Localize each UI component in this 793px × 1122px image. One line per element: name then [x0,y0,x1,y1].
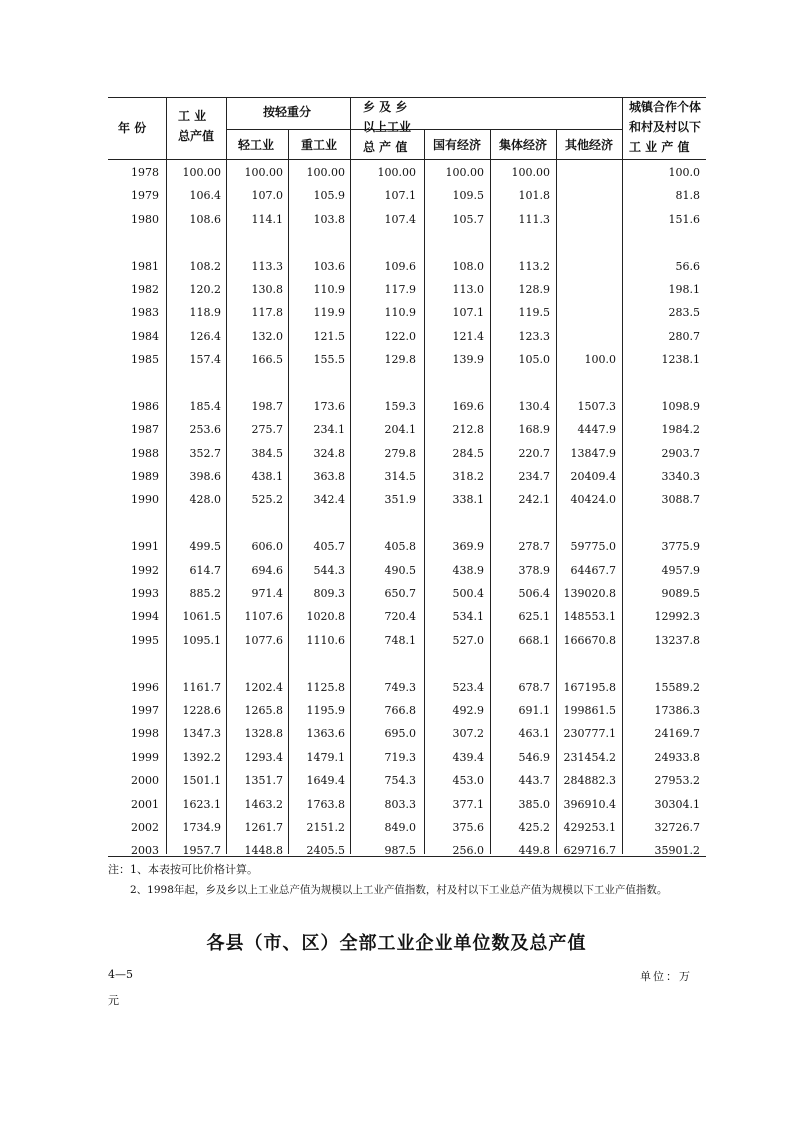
cell-state: 139.9 [452,353,484,367]
cell-state: 500.4 [452,587,484,601]
cell-heavy: 405.7 [313,540,345,554]
cell-light: 1448.8 [244,844,283,858]
cell-heavy: 544.3 [313,563,345,577]
cell-light: 384.5 [251,446,283,460]
cell-state: 113.0 [452,282,484,296]
header-township [363,97,411,157]
cell-state: 534.1 [452,610,484,624]
table-row [0,184,793,207]
cell-other: 20409.4 [570,470,616,484]
cell-collective: 119.5 [518,306,550,320]
cell-light: 1328.8 [244,727,283,741]
cell-collective: 443.7 [518,774,550,788]
cell-total: 499.5 [189,540,221,554]
cell-village: 56.6 [675,259,700,273]
cell-state: 100.00 [445,166,484,179]
cell-other: 4447.9 [577,423,616,437]
header-heavy: 重工业 [301,138,338,152]
cell-collective: 105.0 [518,353,550,367]
cell-heavy: 173.6 [313,399,345,413]
cell-township: 204.1 [384,423,416,437]
unit-label-continued: 元 [108,994,119,1007]
cell-light: 525.2 [251,493,283,507]
cell-total: 106.4 [189,189,221,203]
table-row [0,325,793,348]
cell-total: 428.0 [189,493,221,507]
next-table-title: 各县（市、区）全部工业企业单位数及总产值 [206,933,587,954]
cell-state: 527.0 [452,633,484,647]
header-state-owned: 国有经济 [433,138,482,152]
cell-village: 1238.1 [661,353,700,367]
header-village-line1: 城镇合作个体 [629,100,702,114]
cell-total: 120.2 [189,282,221,296]
cell-light: 1202.4 [244,680,283,694]
cell-state: 105.7 [452,212,484,226]
cell-heavy: 1479.1 [306,750,345,764]
cell-township: 748.1 [384,633,416,647]
table-row [0,629,793,652]
cell-village: 81.8 [675,189,700,203]
table-row [0,278,793,301]
cell-collective: 168.9 [518,423,550,437]
cell-other: 629716.7 [563,844,616,858]
cell-collective: 385.0 [518,797,550,811]
cell-village: 9089.5 [661,587,700,601]
cell-total: 1161.7 [182,680,221,694]
cell-township: 766.8 [384,703,416,717]
cell-state: 377.1 [452,797,484,811]
cell-state: 338.1 [452,493,484,507]
cell-other: 396910.4 [563,797,616,811]
cell-other: 230777.1 [563,727,616,741]
header-total-line1: 工 业 [178,109,207,123]
header-township-line2: 以上工业 [363,120,412,134]
header-collective: 集体经济 [499,138,548,152]
cell-year: 2000 [131,774,159,788]
cell-other: 284882.3 [563,774,616,788]
cell-township: 110.9 [384,306,416,320]
cell-other: 13847.9 [570,446,616,460]
cell-village: 30304.1 [654,797,700,811]
cell-year: 1984 [131,329,159,343]
cell-village: 3775.9 [661,540,700,554]
table-row [0,676,793,699]
cell-year: 1979 [131,189,159,203]
header-village [629,97,701,157]
cell-township: 803.3 [384,797,416,811]
cell-village: 283.5 [668,306,700,320]
header-light: 轻工业 [238,138,275,152]
cell-total: 1392.2 [182,750,221,764]
cell-township: 100.00 [377,166,416,179]
table-row [0,722,793,745]
table-row [0,769,793,792]
cell-total: 108.2 [189,259,221,273]
cell-year: 2002 [131,820,159,834]
cell-state: 169.6 [452,399,484,413]
cell-collective: 378.9 [518,563,550,577]
cell-heavy: 342.4 [313,493,345,507]
cell-other: 59775.0 [570,540,616,554]
cell-village: 3088.7 [661,493,700,507]
cell-village: 24933.8 [654,750,700,764]
row-spacer [0,512,793,535]
cell-heavy: 1020.8 [306,610,345,624]
cell-total: 1095.1 [182,633,221,647]
cell-state: 453.0 [452,774,484,788]
cell-township: 405.8 [384,540,416,554]
header-year: 年 份 [118,121,147,135]
cell-village: 2903.7 [661,446,700,460]
cell-light: 1351.7 [244,774,283,788]
cell-other: 139020.8 [563,587,616,601]
table-row [0,793,793,816]
cell-light: 1463.2 [244,797,283,811]
cell-other: 148553.1 [563,610,616,624]
cell-collective: 691.1 [518,703,550,717]
cell-heavy: 155.5 [313,353,345,367]
cell-total: 100.00 [182,166,221,179]
cell-state: 121.4 [452,329,484,343]
cell-state: 284.5 [452,446,484,460]
cell-township: 490.5 [384,563,416,577]
cell-total: 1623.1 [182,797,221,811]
cell-collective: 130.4 [518,399,550,413]
cell-collective: 425.2 [518,820,550,834]
cell-village: 32726.7 [654,820,700,834]
cell-collective: 449.8 [518,844,550,858]
cell-state: 307.2 [452,727,484,741]
cell-heavy: 103.8 [313,212,345,226]
table-row [0,582,793,605]
cell-township: 719.3 [384,750,416,764]
cell-township: 351.9 [384,493,416,507]
cell-light: 971.4 [251,587,283,601]
cell-village: 24169.7 [654,727,700,741]
table-body [0,161,793,863]
row-spacer [0,372,793,395]
table-row [0,816,793,839]
cell-year: 1995 [131,633,159,647]
table-row [0,559,793,582]
cell-total: 398.6 [189,470,221,484]
cell-light: 132.0 [251,329,283,343]
cell-year: 1987 [131,423,159,437]
header-township-line1: 乡 及 乡 [363,100,408,114]
cell-township: 749.3 [384,680,416,694]
cell-township: 107.4 [384,212,416,226]
cell-heavy: 1363.6 [306,727,345,741]
cell-total: 185.4 [189,399,221,413]
cell-year: 1983 [131,306,159,320]
header-village-line3: 工 业 产 值 [629,140,690,154]
cell-village: 100.0 [668,166,700,179]
cell-collective: 128.9 [518,282,550,296]
cell-year: 1997 [131,703,159,717]
cell-total: 1061.5 [182,610,221,624]
cell-heavy: 1110.6 [306,633,345,647]
cell-township: 695.0 [384,727,416,741]
cell-light: 1107.6 [244,610,283,624]
table-row [0,535,793,558]
cell-village: 15589.2 [654,680,700,694]
table-code: 4—5 [108,968,133,981]
table-row [0,161,793,184]
cell-village: 35901.2 [654,844,700,858]
header-village-line2: 和村及村以下 [629,120,702,134]
cell-total: 157.4 [189,353,221,367]
cell-total: 1957.7 [182,844,221,858]
cell-collective: 463.1 [518,727,550,741]
cell-village: 1984.2 [661,423,700,437]
cell-township: 279.8 [384,446,416,460]
cell-state: 256.0 [452,844,484,858]
cell-village: 151.6 [668,212,700,226]
table-row [0,348,793,371]
cell-heavy: 324.8 [313,446,345,460]
cell-heavy: 1763.8 [306,797,345,811]
cell-year: 1978 [131,166,159,179]
header-other: 其他经济 [565,138,614,152]
cell-township: 122.0 [384,329,416,343]
cell-village: 280.7 [668,329,700,343]
cell-collective: 278.7 [518,540,550,554]
cell-village: 27953.2 [654,774,700,788]
cell-township: 849.0 [384,820,416,834]
cell-heavy: 103.6 [313,259,345,273]
cell-light: 1293.4 [244,750,283,764]
cell-township: 754.3 [384,774,416,788]
cell-light: 166.5 [251,353,283,367]
cell-township: 987.5 [384,844,416,858]
cell-year: 1988 [131,446,159,460]
cell-year: 2001 [131,797,159,811]
row-spacer [0,231,793,254]
cell-year: 1989 [131,470,159,484]
cell-year: 1986 [131,399,159,413]
cell-township: 117.9 [384,282,416,296]
cell-year: 1992 [131,563,159,577]
cell-year: 1993 [131,587,159,601]
table-row [0,255,793,278]
table-row [0,605,793,628]
cell-heavy: 105.9 [313,189,345,203]
cell-light: 275.7 [251,423,283,437]
cell-state: 438.9 [452,563,484,577]
table-row [0,465,793,488]
cell-light: 130.8 [251,282,283,296]
cell-total: 108.6 [189,212,221,226]
cell-year: 1985 [131,353,159,367]
cell-collective: 111.3 [518,212,550,226]
table-row [0,208,793,231]
cell-other: 40424.0 [570,493,616,507]
cell-other: 167195.8 [563,680,616,694]
cell-total: 885.2 [189,587,221,601]
cell-state: 492.9 [452,703,484,717]
cell-year: 1996 [131,680,159,694]
cell-state: 318.2 [452,470,484,484]
cell-year: 1982 [131,282,159,296]
cell-heavy: 119.9 [313,306,345,320]
table-row [0,395,793,418]
cell-heavy: 2405.5 [306,844,345,858]
cell-collective: 113.2 [518,259,550,273]
note-1: 注：1、本表按可比价格计算。 [108,863,258,876]
cell-light: 694.6 [251,563,283,577]
cell-light: 113.3 [251,259,283,273]
cell-other: 429253.1 [563,820,616,834]
cell-collective: 123.3 [518,329,550,343]
cell-other: 1507.3 [577,399,616,413]
cell-village: 13237.8 [654,633,700,647]
cell-light: 107.0 [251,189,283,203]
cell-village: 4957.9 [661,563,700,577]
cell-village: 3340.3 [661,470,700,484]
cell-heavy: 809.3 [313,587,345,601]
cell-village: 12992.3 [654,610,700,624]
cell-light: 438.1 [251,470,283,484]
cell-total: 253.6 [189,423,221,437]
cell-collective: 100.00 [511,166,550,179]
cell-collective: 101.8 [518,189,550,203]
cell-light: 198.7 [251,399,283,413]
cell-heavy: 110.9 [313,282,345,296]
cell-light: 1265.8 [244,703,283,717]
cell-collective: 234.7 [518,470,550,484]
cell-year: 1991 [131,540,159,554]
cell-year: 1998 [131,727,159,741]
header-township-line3: 总 产 值 [363,140,408,154]
cell-heavy: 363.8 [313,470,345,484]
table-row [0,699,793,722]
unit-label: 单位：万 [640,970,692,983]
cell-other: 199861.5 [563,703,616,717]
cell-light: 117.8 [251,306,283,320]
cell-state: 108.0 [452,259,484,273]
cell-state: 439.4 [452,750,484,764]
cell-township: 159.3 [384,399,416,413]
cell-total: 1347.3 [182,727,221,741]
table-row [0,839,793,862]
header-total-line2: 总产值 [178,129,215,143]
cell-collective: 625.1 [518,610,550,624]
cell-township: 720.4 [384,610,416,624]
cell-heavy: 234.1 [313,423,345,437]
cell-light: 1077.6 [244,633,283,647]
header-total [178,106,214,146]
cell-year: 2003 [131,844,159,858]
cell-village: 1098.9 [661,399,700,413]
cell-total: 352.7 [189,446,221,460]
cell-state: 107.1 [452,306,484,320]
cell-collective: 668.1 [518,633,550,647]
cell-village: 17386.3 [654,703,700,717]
cell-year: 1981 [131,259,159,273]
cell-township: 314.5 [384,470,416,484]
cell-total: 126.4 [189,329,221,343]
cell-year: 1994 [131,610,159,624]
cell-heavy: 100.00 [306,166,345,179]
cell-year: 1990 [131,493,159,507]
cell-collective: 220.7 [518,446,550,460]
cell-village: 198.1 [668,282,700,296]
cell-heavy: 2151.2 [306,820,345,834]
cell-township: 129.8 [384,353,416,367]
cell-total: 118.9 [189,306,221,320]
table-row [0,418,793,441]
cell-state: 523.4 [452,680,484,694]
cell-state: 109.5 [452,189,484,203]
cell-township: 109.6 [384,259,416,273]
cell-collective: 678.7 [518,680,550,694]
cell-year: 1999 [131,750,159,764]
cell-collective: 546.9 [518,750,550,764]
table-bottom-rule [108,856,706,857]
cell-year: 1980 [131,212,159,226]
cell-other: 231454.2 [563,750,616,764]
cell-township: 107.1 [384,189,416,203]
cell-other: 166670.8 [563,633,616,647]
table-row [0,442,793,465]
cell-light: 114.1 [251,212,283,226]
cell-total: 1228.6 [182,703,221,717]
cell-collective: 506.4 [518,587,550,601]
table-row [0,746,793,769]
header-bottom-rule [108,159,706,160]
cell-light: 1261.7 [244,820,283,834]
cell-state: 212.8 [452,423,484,437]
cell-heavy: 1125.8 [306,680,345,694]
note-2: 2、1998年起，乡及乡以上工业总产值为规模以上工业产值指数，村及村以下工业总产值为规模以下工业产值指数。 [130,884,668,896]
cell-state: 369.9 [452,540,484,554]
cell-state: 375.6 [452,820,484,834]
cell-light: 100.00 [244,166,283,179]
row-spacer [0,652,793,675]
cell-heavy: 121.5 [313,329,345,343]
cell-total: 1501.1 [182,774,221,788]
cell-other: 100.0 [584,353,616,367]
cell-heavy: 1649.4 [306,774,345,788]
cell-other: 64467.7 [570,563,616,577]
cell-total: 614.7 [189,563,221,577]
cell-township: 650.7 [384,587,416,601]
cell-collective: 242.1 [518,493,550,507]
cell-total: 1734.9 [182,820,221,834]
cell-heavy: 1195.9 [306,703,345,717]
table-row [0,301,793,324]
cell-light: 606.0 [251,540,283,554]
table-row [0,488,793,511]
header-by-industry: 按轻重分 [263,105,312,119]
